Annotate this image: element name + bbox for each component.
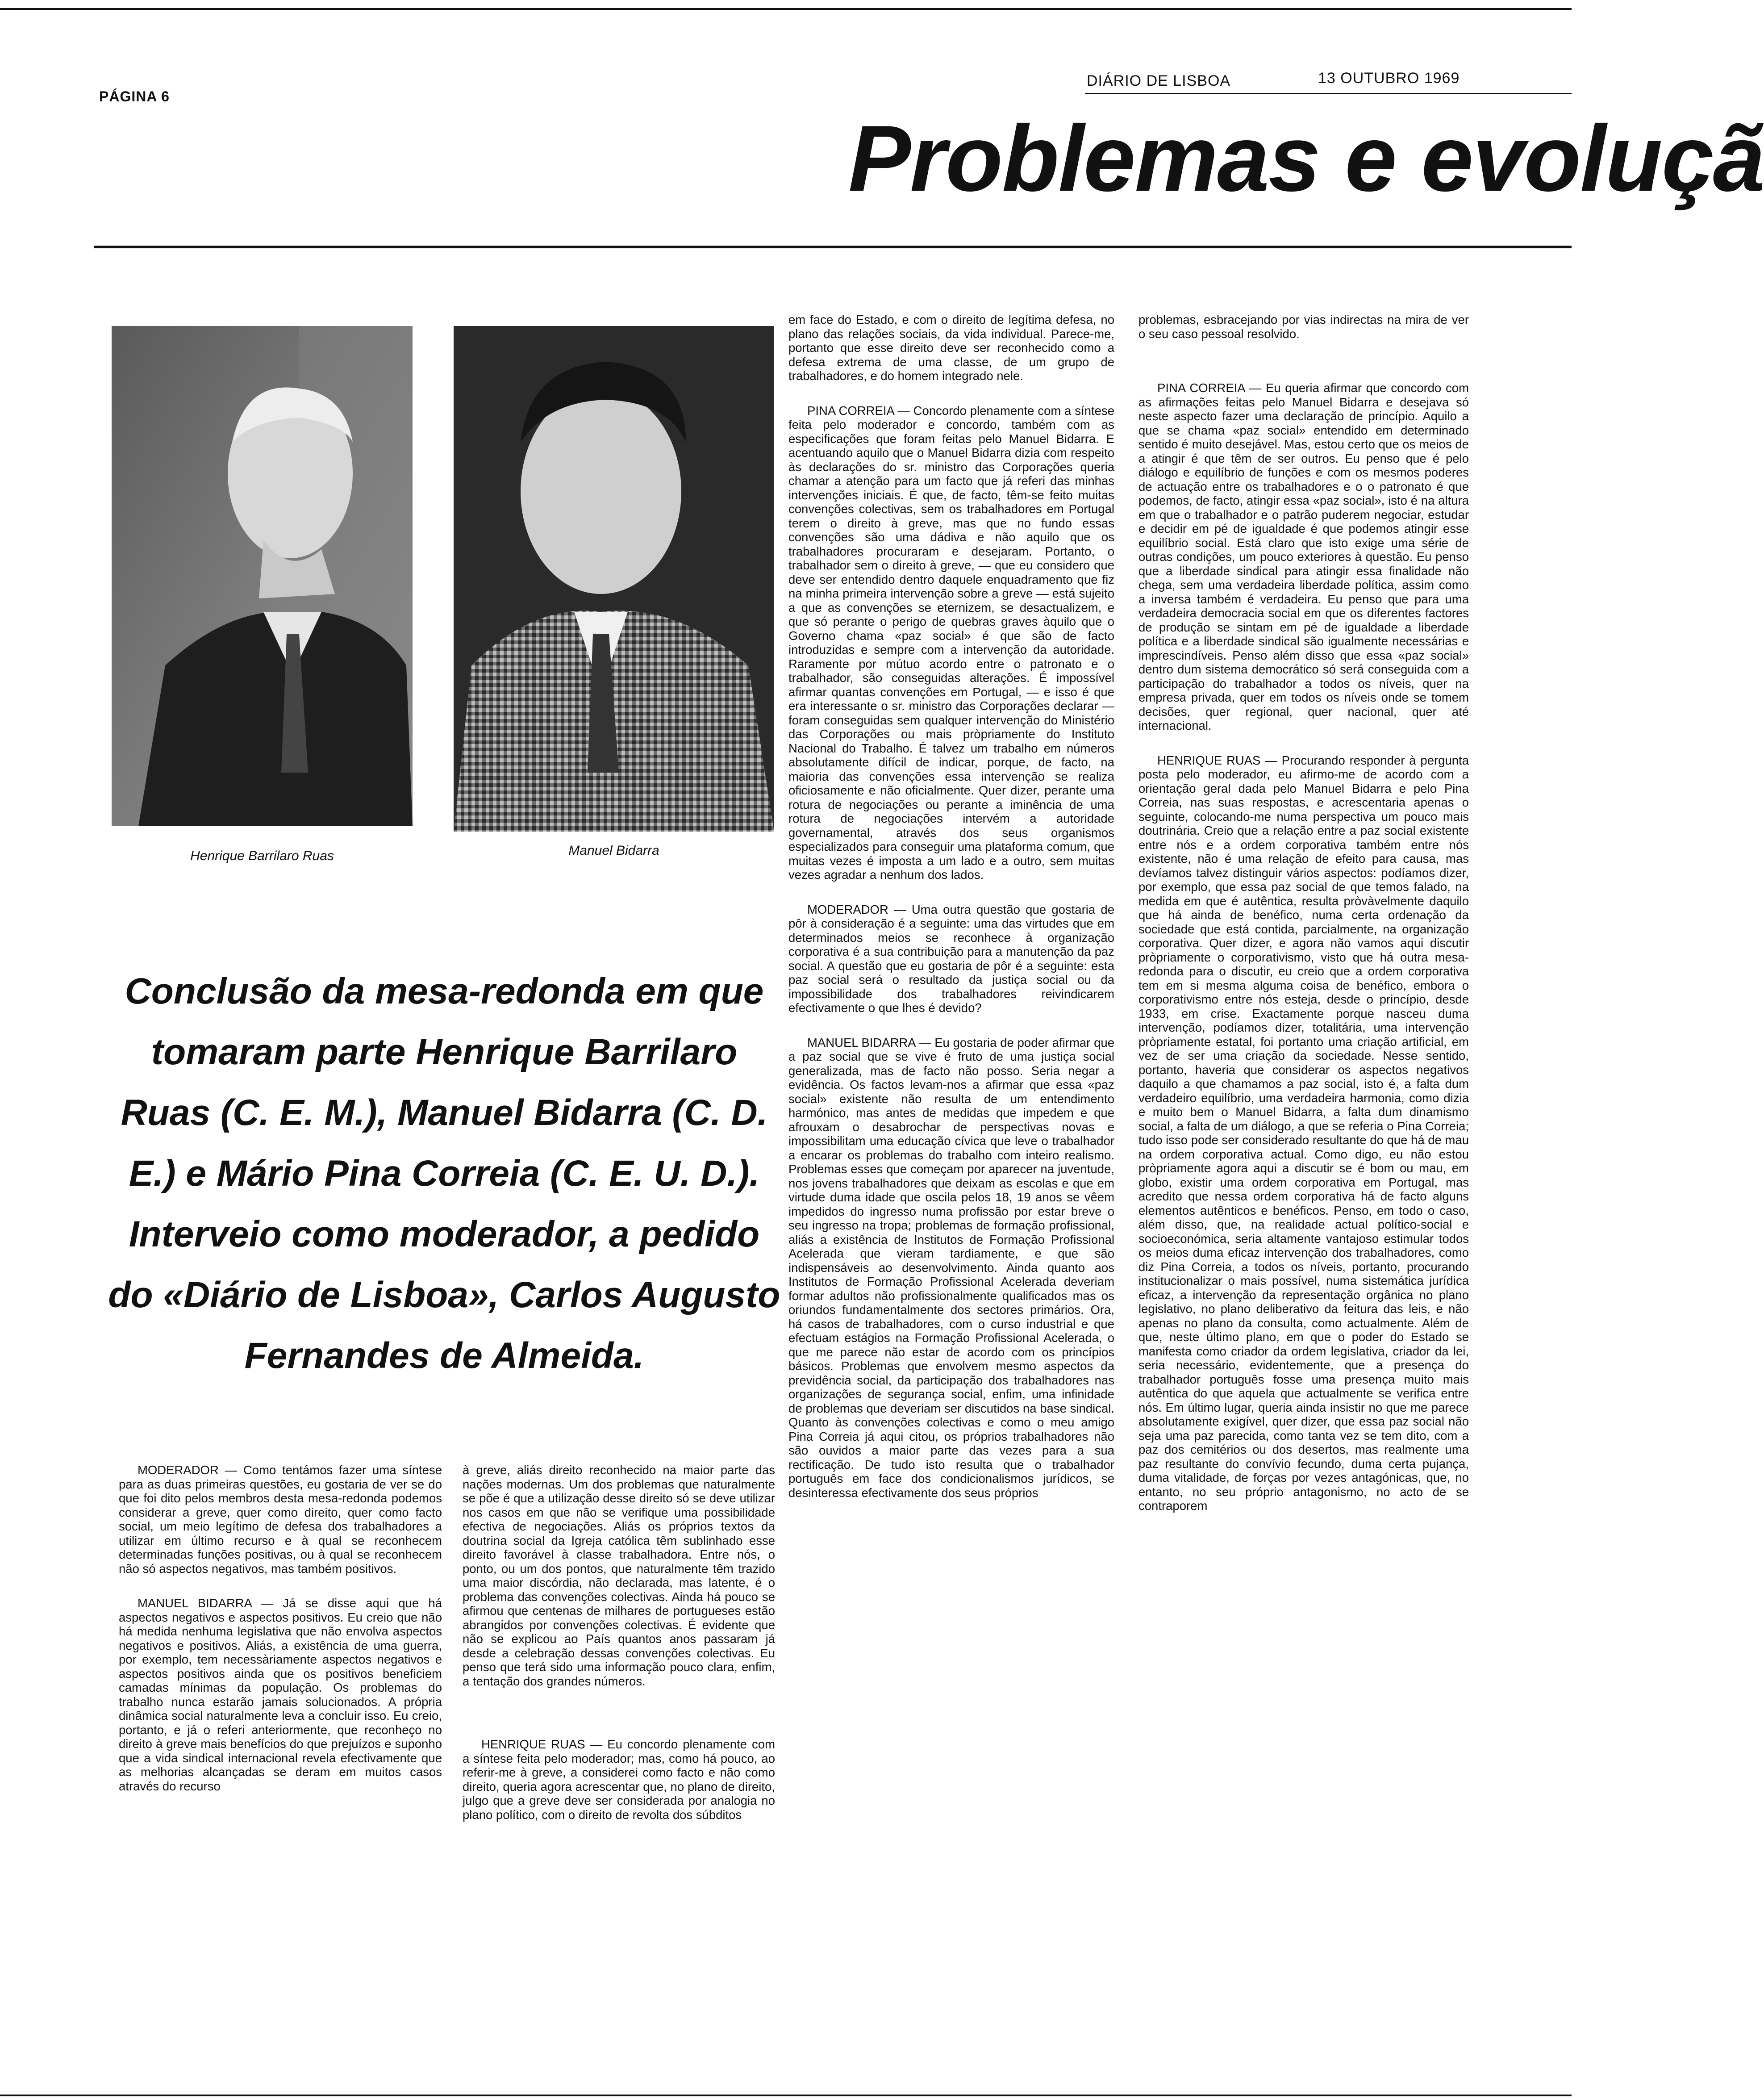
top-rule	[0, 8, 1572, 10]
headline-rule	[94, 246, 1572, 248]
paragraph: PINA CORREIA — Concordo plenamente com a síntese feita pelo moderador e concordo, também com as especificações que foram feitas pelo Manuel Bidarra. E acentuando aquilo que o Manuel Bidarra dizia com respeito às declarações do sr. ministro das Corporações queria chamar a atenção para um facto que já referi das minhas intervenções iniciais. É que, de facto, têm-se feito muitas convenções colectivas, sem os trabalhadores em Portugal terem o direito à greve, mas que no fundo essas convenções são uma dádiva e não aquilo que os trabalhadores procuraram e desejaram. Portanto, o trabalhador sem o direito à greve, — que eu considero que deve ser entendido dentro daquele enquadramento que fiz na minha primeira intervenção sobre a greve — está sujeito a que as convenções se eternizem, se desactualizem, e que só perante o perigo de quebras graves àquilo que o Governo chama «paz social» é que são de facto introduzidas e sempre com a intervenção da autoridade. Raramente por mútuo acordo entre o patronato e o trabalhador, são conseguidas alterações. É impossível afirmar quantas convenções em Portugal, — e isso é que era interessante o sr. ministro das Corporações declarar — foram conseguidas sem qualquer intervenção do Ministério das Corporações ou mais pròpriamente do Instituto Nacional do Trabalho. É talvez um trabalho em números absolutamente difícil de indicar, porque, de facto, na maioria das convenções essa intervenção se realiza oficiosamente e não oficialmente. Quer dizer, perante uma rotura de negociações ou perante a iminência de uma rotura de negociações intervém a autoridade governamental, através dos seus organismos especializados para conseguir uma plataforma comum, que muitas vezes é imposta a um lado e a outro, sem muitas vezes agradar a nenhum dos lados.	[788, 403, 1114, 882]
text-column-2	[463, 1463, 775, 1842]
page-label: PÁGINA 6	[99, 88, 170, 105]
article-subheadline: Conclusão da mesa-redonda em que tomaram parte Henrique Barrilaro Ruas (C. E. M.), Manuel Bidarra (C. D. E.) e Mário Pina Correia (C. E. U. D.). Interveio como moderador, a pedido do «Diário de Lisboa», Carlos Augusto Fernandes de Almeida.	[108, 971, 780, 1376]
paragraph: PINA CORREIA — Eu queria afirmar que concordo com as afirmações feitas pelo Manuel Bidarra e desejava só neste aspecto fazer uma declaração de princípio. Aquilo a que se chama «paz social» entendido em determinado sentido é muito desejável. Mas, estou certo que os meios de a atingir é que têm de ser outros. Eu penso que é pelo diálogo e equilíbrio de funções e com os mesmos poderes de actuação entre os trabalhadores e o o patronato é que podemos, de facto, atingir essa «paz social», isto é na altura em que o trabalhador e o patrão puderem negociar, estudar e decidir em pé de igualdade é que podemos atingir esse equilíbrio social. Está claro que isto exige uma série de outras condições, um pouco exteriores à questão. Eu penso que a liberdade sindical para atingir essa finalidade não chega, sem uma verdadeira liberdade política, assim como a inversa também é verdadeira. Eu penso que para uma verdadeira democracia social em que os diferentes factores de produção se sintam em pé de igualdade a liberdade política e a liberdade sindical são igualmente necessárias e imprescindíveis. Penso além disso que essa «paz social» dentro dum sistema democrático só será conseguida com a participação do trabalhador a todos os níveis, quer na empresa privada, quer em todos os níveis onde se tomem decisões, quer regional, quer nacional, quer até internacional.	[1138, 381, 1469, 732]
main-headline: Problemas e evoluçã	[848, 106, 1764, 211]
portrait-photo-manuel-bidarra	[454, 326, 774, 832]
paragraph: HENRIQUE RUAS — Eu concordo plenamente com a síntese feita pelo moderador; mas, como há pouco, ao referir-me à greve, a considerei como facto e não como direito, queria agora acrescentar que, no plano de direito, julgo que a greve deve ser considerada por analogia no plano político, com o direito de revolta dos súbditos	[463, 1737, 775, 1822]
photo-caption-left: Henrique Barrilaro Ruas	[190, 849, 334, 863]
paragraph: problemas, esbracejando por vias indirectas na mira de ver o seu caso pessoal resolvido.	[1138, 313, 1469, 341]
paragraph: MANUEL BIDARRA — Eu gostaria de poder afirmar que a paz social que se vive é fruto de uma justiça social generalizada, mas de facto não posso. Seria negar a evidência. Os factos levam-nos a afirmar que essa «paz social» existente não resulta de um entendimento harmónico, mas antes de medidas que impedem e que afrouxam o desabrochar de perspectivas novas e impossibilitam uma educação cívica que leve o trabalhador a encarar os problemas do trabalho com inteiro realismo. Problemas esses que começam por aparecer na juventude, nos jovens trabalhadores que deixam as escolas e que em virtude duma idade que oscila pelos 18, 19 anos se vêem impedidos do ingresso numa profissão por estar breve o seu ingresso na tropa; problemas de formação profissional, aliás a existência de Institutos de Formação Profissional Acelerada que vieram tardiamente, e que são indispensáveis ao desenvolvimento. Ainda quanto aos Institutos de Formação Profissional Acelerada deveriam formar adultos não profissionalmente qualificados mas os oriundos fundamentalmente dos sectores primários. Ora, há casos de trabalhadores, com o curso industrial e que efectuam estágios na Formação Profissional Acelerada, o que me parece não estar de acordo com os princípios básicos. Problemas que envolvem mesmo aspectos da previdência social, da participação dos trabalhadores nas organizações de segurança social, enfim, uma infinidade de problemas que deveriam ser discutidos na base sindical. Quanto às convenções colectivas e como o meu amigo Pina Correia já aqui citou, os próprios trabalhadores não são ouvidos a maior parte das vezes para a sua rectificação. De tudo isto resulta que o trabalhador português em face dos condicionalismos jurídicos, se desinteressa efectivamente dos seus próprios	[788, 1035, 1114, 1500]
paragraph: HENRIQUE RUAS — Procurando responder à pergunta posta pelo moderador, eu afirmo-me de acordo com a orientação geral dada pelo Manuel Bidarra e pelo Pina Correia, nas suas respostas, e acrescentaria apenas o seguinte, colocando-me numa perspectiva um pouco mais doutrinária. Creio que a relação entre a paz social existente entre nós e a ordem corporativa também entre nós existente, não é uma relação de efeito para causa, mas devíamos talvez distinguir vários aspectos: podíamos dizer, por exemplo, que essa paz social de que temos falado, na medida em que é autêntica, resulta pròvàvelmente daquilo que há ainda de benéfico, numa certa ordenação da sociedade que está contida, parcialmente, na organização corporativa. Quer dizer, e agora não vamos aqui discutir pròpriamente o corporativismo, visto que há outra mesa-redonda para o discutir, eu creio que a ordem corporativa tem em si mesma alguma coisa de benéfico, embora o corporativismo entre nós esteja, desde o princípio, desde 1933, em crise. Exactamente porque nasceu duma intervenção, podíamos dizer, totalitária, uma intervenção pròpriamente estatal, foi portanto uma criação artificial, em vez de ser uma criação da sociedade. Nesse sentido, portanto, haveria que considerar os aspectos negativos daquilo a que chamamos a paz social, isto é, a falta dum verdadeiro equilíbrio, uma verdadeira harmonia, como dizia e muito bem o Manuel Bidarra, a falta dum dinamismo social, a falta de um diálogo, a que se referia o Pina Correia; tudo isso pode ser considerado resultante do que há de mau na ordem corporativa actual. Como digo, eu não estou pròpriamente agora aqui a discutir se é bom ou mau, em globo, existir uma ordem corporativa em Portugal, mas acredito que nessa ordem corporativa há de facto alguns elementos autênticos e benéficos. Penso, em todo o caso, além disso, que, na realidade actual político-social e socioeconómica, seria altamente vantajoso estimular todos os meios duma eficaz intervenção dos trabalhadores, como diz Pina Correia, a todos os níveis, portanto, procurando institucionalizar o mais possível, numa sistemática jurídica eficaz, a intervenção da representação orgânica no plano legislativo, no plano deliberativo da feitura das leis, e não apenas no plano da consulta, como actualmente. Além de que, neste último plano, em que o poder do Estado se manifesta como criador da ordem legislativa, criador da lei, seria necessário, evidentemente, que a presença do trabalhador português fosse uma presença muito mais autêntica do que aquela que actualmente se verifica entre nós. Em último lugar, queria ainda insistir no que me parece absolutamente exigível, quer dizer, que essa paz social não seja uma paz parecida, como tanta vez se tem dito, com a paz dos cemitérios ou dos desertos, mas realmente uma paz resultante do convívio fecundo, duma certa pujança, duma vitalidade, de forças por vezes antagónicas, que, no entanto, no seu próprio antagonismo, no acto de se contraporem	[1138, 753, 1469, 1513]
paragraph: à greve, aliás direito reconhecido na maior parte das nações modernas. Um dos problemas que naturalmente se põe é que a utilização desse direito só se deve utilizar nos casos em que não se verifique uma possibilidade efectiva de negociações. Aliás os próprios textos da doutrina social da Igreja católica têm sublinhado esse direito favorável à classe trabalhadora. Entre nós, o ponto, ou um dos pontos, que naturalmente têm trazido uma maior discórdia, não declarada, mas latente, é o problema das convenções colectivas. Ainda há pouco se afirmou que centenas de milhares de portugueses estão abrangidos por convenções colectivas. É evidente que não se explicou ao País quantos anos passaram já desde a celebração dessas convenções colectivas. Eu penso que terá sido uma informação pouco clara, enfim, a tentação dos grandes números.	[463, 1463, 775, 1688]
text-column-3	[788, 313, 1114, 1520]
portrait-photo-barrilaro-ruas	[112, 326, 413, 826]
portrait-illustration	[454, 326, 774, 832]
issue-date: 13 OUTUBRO 1969	[1318, 70, 1460, 87]
bottom-rule	[0, 2095, 1572, 2096]
portrait-illustration	[112, 326, 413, 826]
photo-caption-right: Manuel Bidarra	[568, 843, 659, 858]
paragraph: MANUEL BIDARRA — Já se disse aqui que há aspectos negativos e aspectos positivos. Eu creio que não há medida nenhuma legislativa que não envolva aspectos negativos e positivos. Aliás, a existência de uma guerra, por exemplo, tem necessàriamente aspectos negativos e aspectos positivos ainda que os positivos beneficiem camadas mínimas da população. Os problemas do trabalho nunca estarão jamais solucionados. A própria dinâmica social naturalmente leva a concluir isso. Eu creio, portanto, e já o referi anteriormente, que reconheço no direito à greve mais benefícios do que prejuízos e suponho que a vida sindical internacional revela efectivamente que as melhorias alcançadas se deram em muitos casos através do recurso	[119, 1596, 442, 1793]
paragraph: MODERADOR — Como tentámos fazer uma síntese para as duas primeiras questões, eu gostaria de ver se do que foi dito pelos membros desta mesa-redonda podemos considerar a greve, quer como direito, quer como facto social, um meio legítimo de defesa dos trabalhadores a utilizar em último recurso e à qual se reconhecem determinadas funções positivas, ou à qual se reconhecem não só aspectos negativos, mas também positivos.	[119, 1463, 442, 1576]
paragraph: em face do Estado, e com o direito de legítima defesa, no plano das relações sociais, da vida individual. Parece-me, portanto que esse direito deve ser reconhecido como a defesa extrema de uma classe, de um grupo de trabalhadores, e do homem integrado nele.	[788, 313, 1114, 383]
newspaper-name: DIÁRIO DE LISBOA	[1087, 72, 1231, 89]
text-column-4	[1138, 313, 1469, 1534]
paragraph: MODERADOR — Uma outra questão que gostaria de pôr à consideração é a seguinte: uma das virtudes que em determinados meios se reconhece à organização corporativa é a sua contribuição para a manutenção da paz social. A questão que eu gostaria de pôr é a seguinte: esta paz social será o resultado da justiça social ou da impossibilidade dos trabalhadores reivindicarem efectivamente o que lhes é devido?	[788, 902, 1114, 1015]
text-column-1	[119, 1463, 442, 1814]
header-rule	[1085, 93, 1572, 94]
